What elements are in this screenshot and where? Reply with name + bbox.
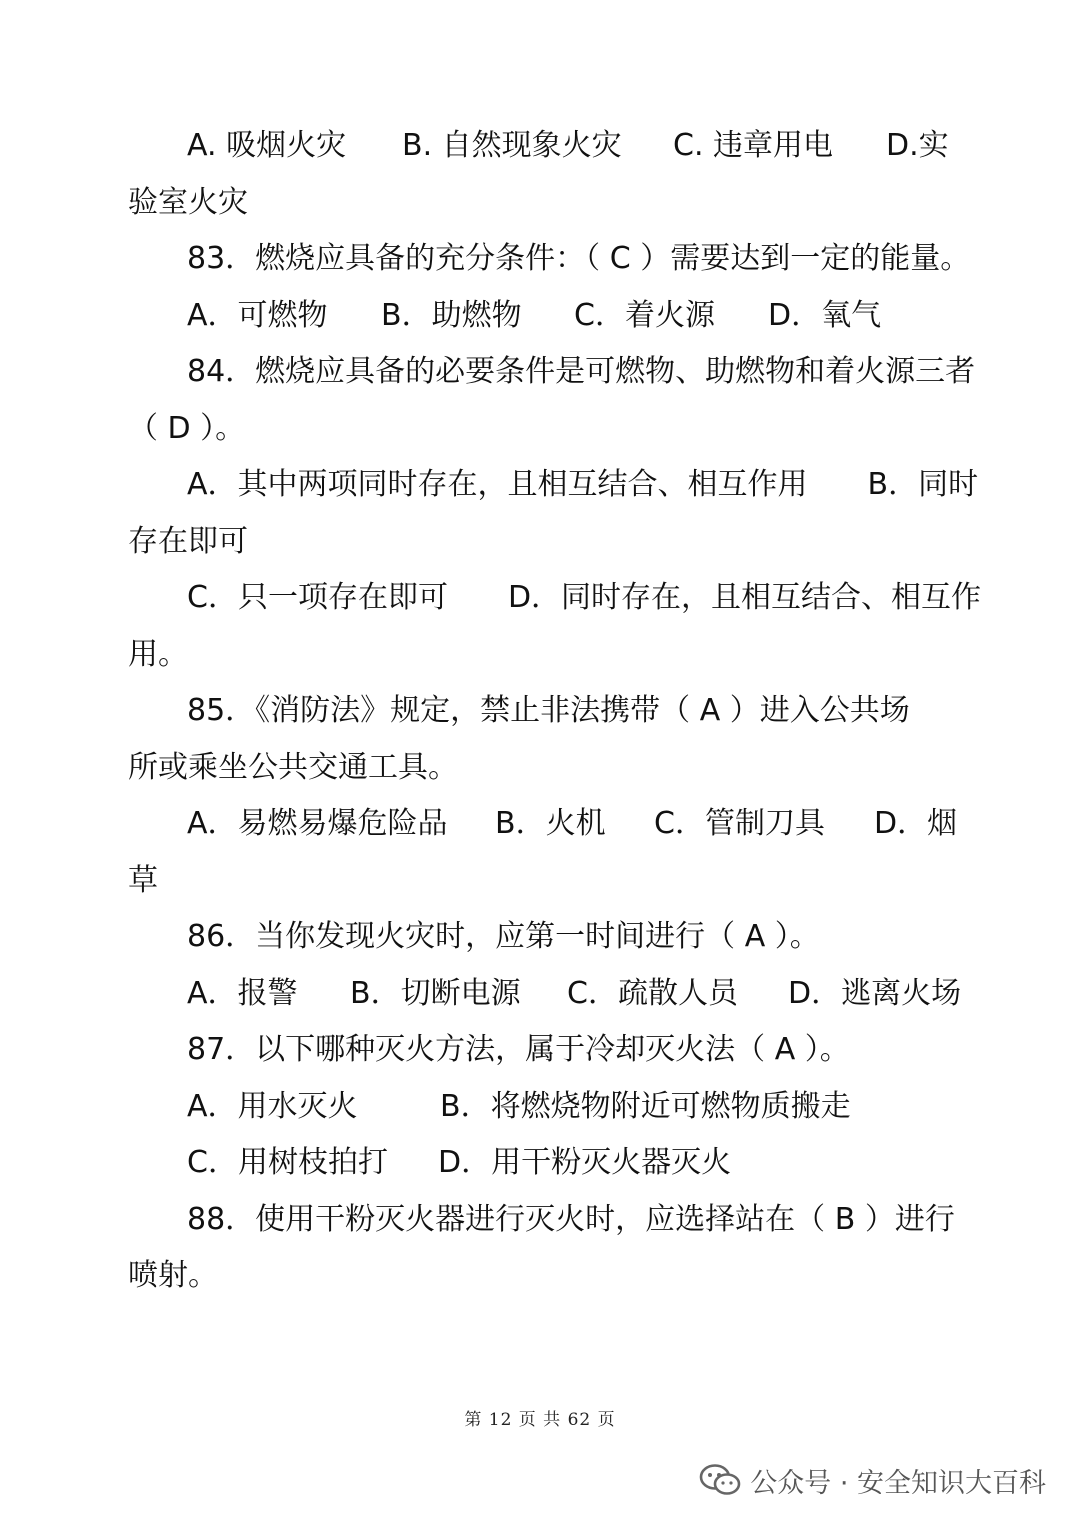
options-line	[128, 1135, 958, 1192]
option-a: A．可燃物	[187, 297, 328, 333]
option-d: D.实	[886, 128, 949, 163]
question-84: 84．燃烧应具备的必要条件是可燃物、助燃物和着火源三者	[187, 354, 976, 389]
wechat-icon	[698, 1462, 742, 1498]
option-a: A．易燃易爆危险品	[187, 806, 448, 841]
options-line	[128, 1079, 958, 1136]
option-a: A．报警	[187, 975, 298, 1011]
question-88: 88．使用干粉灭火器进行灭火时，应选择站在（ B ）进行	[187, 1201, 955, 1237]
option-d: D．用干粉灭火器灭火	[438, 1145, 732, 1180]
option-c: C. 违章用电	[673, 128, 834, 163]
option-d: D．逃离火场	[788, 975, 962, 1011]
question-84-continuation: （ D ）。	[128, 410, 246, 446]
option-c: C．管制刀具	[654, 806, 825, 841]
options-continuation: 用。	[128, 636, 188, 672]
option-a: A. 吸烟火灾	[187, 128, 347, 163]
watermark	[698, 1458, 1046, 1502]
option-b: B．切断电源	[350, 975, 521, 1011]
option-b: B．助燃物	[381, 297, 522, 333]
options-continuation: 草	[128, 862, 158, 898]
page-footer: 第 12 页 共 62 页	[464, 1410, 616, 1430]
options-line: A．其中两项同时存在，且相互结合、相互作用 B．同时	[187, 467, 979, 502]
question-list	[128, 118, 982, 1305]
options-line	[128, 118, 958, 175]
option-d: D．烟	[874, 806, 958, 841]
option-b: B．火机	[495, 806, 606, 841]
question-83: 83．燃烧应具备的充分条件：（ C ）需要达到一定的能量。	[187, 241, 971, 276]
question-85-continuation: 所或乘坐公共交通工具。	[128, 749, 458, 785]
options-line: C．只一项存在即可 D．同时存在，且相互结合、相互作	[187, 580, 982, 615]
option-d: D．氧气	[768, 297, 882, 333]
question-88-continuation: 喷射。	[128, 1258, 218, 1293]
option-c: C．着火源	[574, 297, 715, 333]
question-87: 87．以下哪种灭火方法，属于冷却灭火法（ A ）。	[187, 1032, 850, 1067]
options-continuation: 验室火灾	[128, 184, 248, 220]
option-c: C．用树枝拍打	[187, 1145, 388, 1180]
option-a: A．用水灭火	[187, 1088, 358, 1124]
question-86: 86．当你发现火灾时，应第一时间进行（ A ）。	[187, 919, 820, 954]
options-continuation: 存在即可	[128, 523, 248, 559]
watermark-text: 公众号 · 安全知识大百科	[750, 1467, 1046, 1499]
options-line	[128, 288, 958, 345]
options-line	[128, 796, 958, 853]
question-85: 85．《消防法》规定，禁止非法携带（ A ）进入公共场	[187, 693, 910, 728]
option-c: C．疏散人员	[567, 975, 738, 1011]
option-b: B. 自然现象火灾	[402, 128, 622, 163]
options-line	[128, 966, 962, 1023]
option-b: B．将燃烧物附近可燃物质搬走	[440, 1088, 851, 1124]
